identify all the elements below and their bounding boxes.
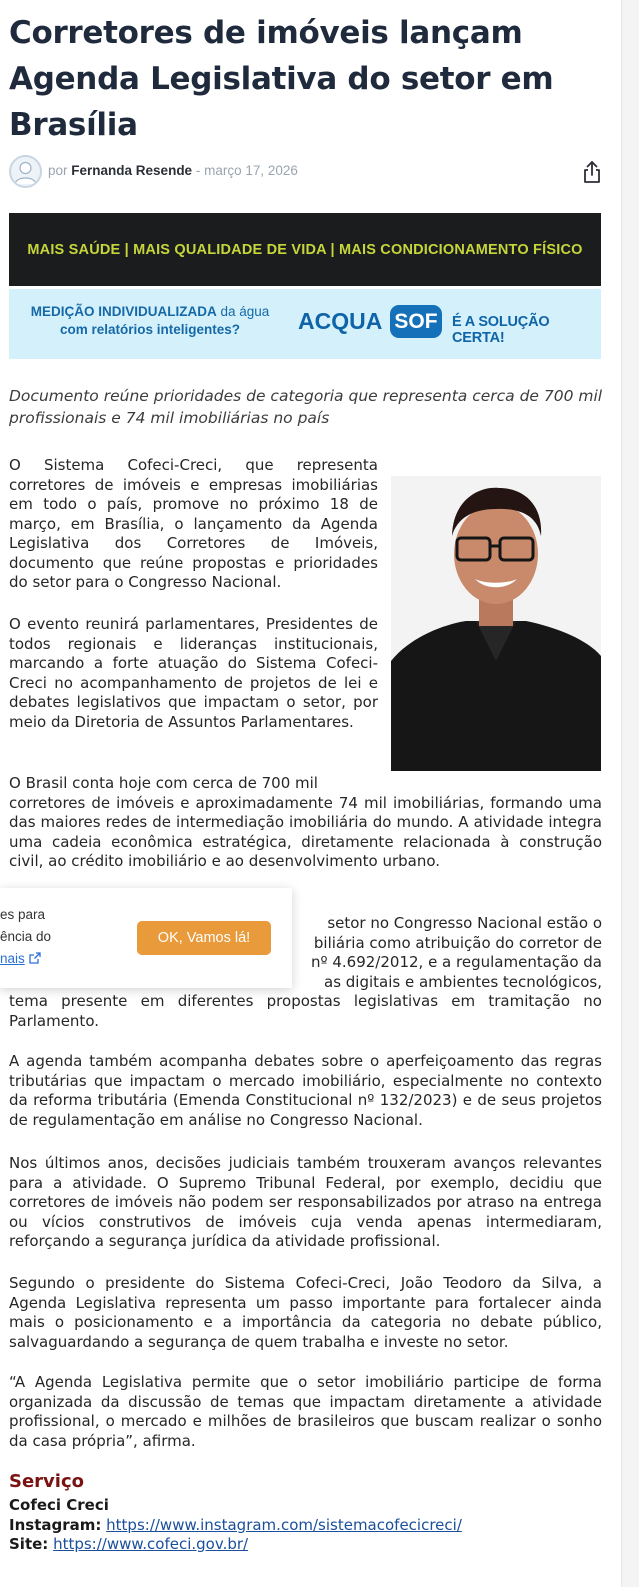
author-link[interactable]: Fernanda Resende: [71, 163, 193, 178]
article-paragraph-4-end: tema presente em diferentes propostas legislativas em tramitação no Parlamento.: [9, 992, 602, 1030]
site-link[interactable]: https://www.cofeci.gov.br/: [53, 1535, 249, 1553]
article-paragraph-6: Nos últimos anos, decisões judiciais também trouxeram avanços relevantes para a atividade. O Supremo Tribunal Federal, por exemplo, decidiu que corretores de imóveis não podem ser responsabilizados por atraso na entrega ou vícios construtivos de imóveis cuja venda apenas intermediaram, reforçando a segurança jurídica da atividade profissional.: [9, 1154, 602, 1250]
share-icon[interactable]: [581, 160, 603, 184]
publish-date: março 17, 2026: [204, 163, 298, 178]
ad-question-line2: com relatórios inteligentes?: [59, 322, 241, 337]
cookie-line-1: es para: [0, 907, 46, 922]
servico-heading: Serviço: [9, 1471, 84, 1492]
ad-banner-bottom: [9, 289, 601, 359]
ad-banner-top: [9, 213, 601, 286]
article-paragraph-1: O Sistema Cofeci-Creci, que representa corretores de imóveis e empresas imobiliárias em todo o país, promove no próximo 18 de março, em Brasília, o lançamento da Agenda Legislativa dos Corretores de Imóveis, documento que reúne propostas e prioridades do setor para o Congresso Nacional.: [9, 456, 378, 591]
article-paragraph-5: A agenda também acompanha debates sobre o aperfeiçoamento das regras tributárias que impactam o mercado imobiliário, especialmente no contexto da reforma tributária (Emenda Constitucional nº 132/2023) e de seus projetos de regulamentação em análise no Congresso Nacional.: [9, 1052, 602, 1129]
ad-banner-top-text: MAIS SAÚDE | MAIS QUALIDADE DE VIDA | MAIS CONDICIONAMENTO FÍSICO: [27, 241, 583, 258]
cookie-policy-link[interactable]: nais: [0, 951, 25, 966]
servico-org: [9, 1496, 109, 1514]
external-link-icon[interactable]: [29, 951, 41, 966]
site-label: Site:: [9, 1535, 49, 1553]
user-avatar-icon[interactable]: [9, 155, 42, 188]
article-paragraph-8: “A Agenda Legislativa permite que o setor imobiliário participe de forma organizada da discussão de temas que impactam diretamente a atividade profissional, o mercado e milhões de brasileiros que buscam realizar o sonho da casa própria”, afirma.: [9, 1373, 602, 1450]
cookie-text: [0, 904, 51, 970]
cookie-consent-banner: [0, 888, 292, 988]
ad-banner[interactable]: [9, 213, 601, 359]
byline-prefix: por: [48, 163, 68, 178]
ad-question-bold: MEDIÇÃO INDIVIDUALIZADA: [30, 304, 217, 319]
instagram-link[interactable]: https://www.instagram.com/sistemacofecicreci/: [106, 1516, 462, 1534]
article-paragraph-2: O evento reunirá parlamentares, Presidentes de todos regionais e lideranças institucionais, marcando a forte atuação do Sistema Cofeci-Creci no acompanhamento de projetos de lei e debates legislativos que impactam o setor, por meio da Diretoria de Assuntos Parlamentares.: [9, 615, 378, 731]
byline: [9, 154, 603, 190]
article-paragraph-7: Segundo o presidente do Sistema Cofeci-Creci, João Teodoro da Silva, a Agenda Legislativa representa um passo importante para fortalecer ainda mais o posicionamento e a importância da categoria no debate público, salvaguardando a segurança de quem trabalha e investe no setor.: [9, 1274, 602, 1351]
p4-line-4: as digitais e ambientes tecnológicos,: [324, 972, 602, 991]
p4-line-3: nº 4.692/2012, e a regulamentação da: [311, 953, 602, 971]
ad-question-rest: da água: [216, 304, 270, 319]
p4-line-2: biliária como atribuição do corretor de: [313, 933, 602, 952]
servico-org-name: Cofeci Creci: [9, 1496, 109, 1514]
cookie-accept-button[interactable]: OK, Vamos lá!: [137, 921, 271, 955]
article-lead: Documento reúne prioridades de categoria que representa cerca de 700 mil profissionais e 74 mil imobiliárias no país: [9, 387, 603, 427]
servico-site: [9, 1535, 248, 1553]
date-separator: -: [192, 163, 205, 178]
instagram-label: Instagram:: [9, 1516, 102, 1534]
p4-line-1: setor no Congresso Nacional estão o: [327, 914, 602, 932]
president-photo: [391, 476, 601, 771]
byline-text: [48, 163, 298, 178]
ad-brand-sof: SOF: [390, 305, 442, 338]
ad-slogan: É A SOLUÇÃO CERTA!: [452, 314, 550, 346]
article-title: Corretores de imóveis lançam Agenda Legislativa do setor em Brasília: [9, 15, 554, 143]
ad-brand-acqua: ACQUA: [298, 308, 383, 334]
page-scrollbar[interactable]: [621, 0, 639, 1587]
article-paragraph-3-start: O Brasil conta hoje com cerca de 700 mil: [9, 774, 318, 792]
article-paragraph-3: corretores de imóveis e aproximadamente 74 mil imobiliárias, formando uma das maiores redes de intermediação imobiliária do mundo. A atividade integra uma cadeia econômica estratégica, diretamente relacionada à construção civil, ao crédito imobiliário e ao desenvolvimento urbano.: [9, 793, 602, 870]
servico-instagram: [9, 1516, 462, 1534]
ad-banner-question: [25, 303, 275, 339]
cookie-line-2: ência do: [0, 929, 52, 944]
article-paragraph-4-partial: [300, 914, 602, 992]
